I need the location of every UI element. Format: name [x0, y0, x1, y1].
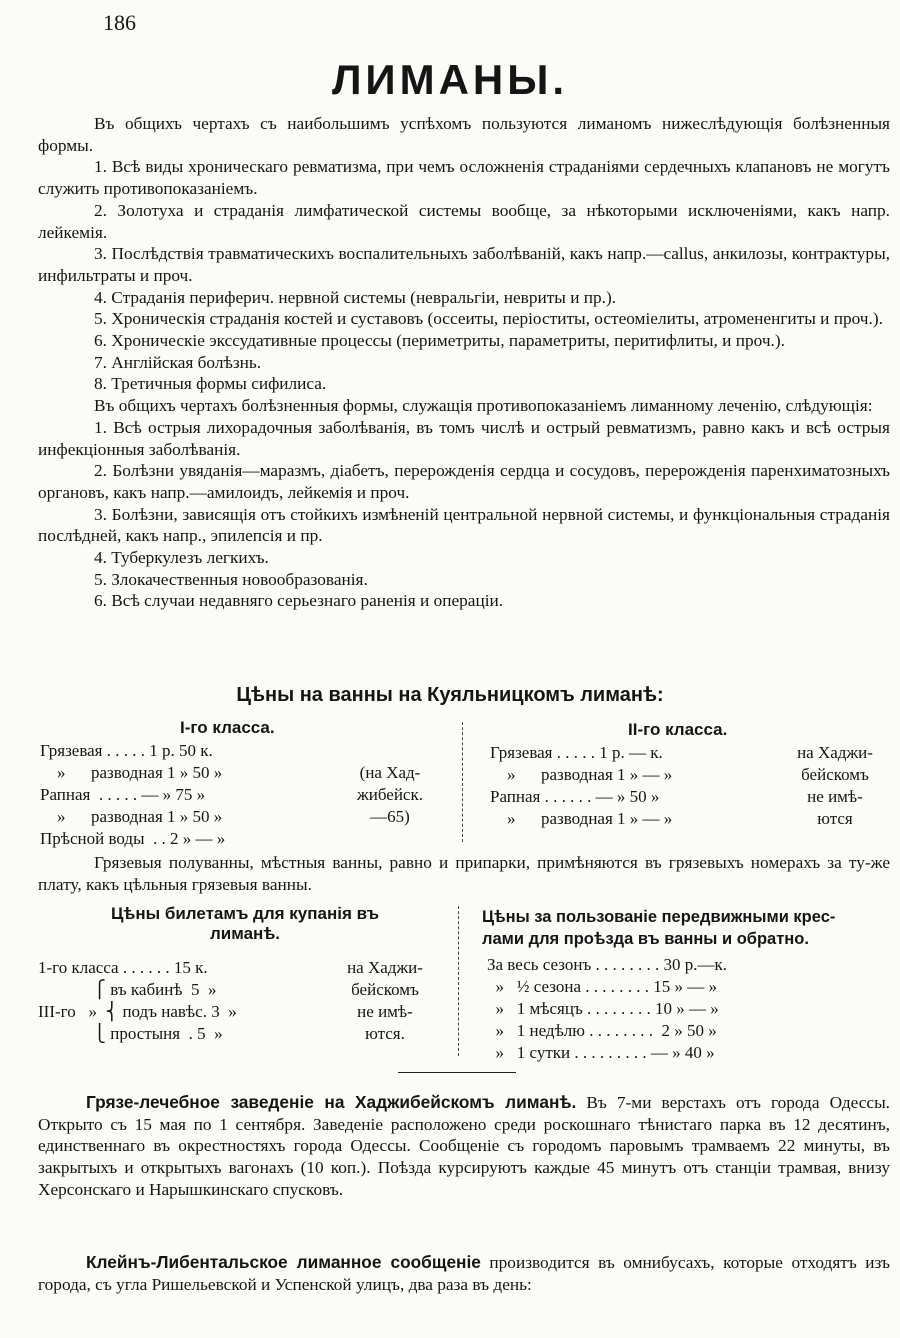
- indication-item: 3. Послѣдствія травматическихъ воспалительныхъ заболѣваній, какъ напр.—callus, анкилозы, контрактуры, инфильтраты и проч.: [38, 244, 890, 285]
- column-divider: [458, 906, 459, 1056]
- price-row: » разводная 1 » 50 »: [40, 807, 223, 826]
- khadzhibey-text: Въ 7-ми верстахъ отъ города Одессы. Открыто съ 15 мая по 1 сентября. Заведеніе расположено среди роскошнаго тѣнистаго парка въ 12 десятинъ, единственнаго въ окрестностяхъ города Одессы. Сообщеніе съ городомъ паровымъ трамваемъ 22 минуты, въ закрытыхъ и открытыхъ вагонахъ (10 коп.). Поѣзда курсируютъ каждые 45 минутъ отъ станціи трамвая, внизу Херсонскаго и Нарышкинскаго спусковъ.: [38, 1093, 890, 1199]
- price-row: Рапная . . . . . — » 75 »: [40, 785, 206, 804]
- column-divider: [462, 722, 463, 842]
- price-row: Грязевая . . . . . 1 р. 50 к.: [40, 741, 213, 760]
- price-row: » ½ сезона . . . . . . . . 15 » — »: [487, 977, 718, 996]
- contraindication-item: 6. Всѣ случаи недавняго серьезнаго раненія и операціи.: [94, 591, 504, 611]
- price-row: Прѣсной воды . . 2 » — »: [40, 829, 226, 848]
- price-row: 1-го класса . . . . . . 15 к.: [38, 958, 208, 977]
- indication-item: 7. Англійская болѣзнь.: [94, 352, 262, 372]
- klein-text: производится въ омнибусахъ, которые отходятъ изъ города, съ угла Ришельевской и Успенской улицъ, два раза въ день:: [38, 1253, 890, 1294]
- price-row: ⎧ въ кабинѣ 5 »: [38, 980, 217, 999]
- chairs-heading: Цѣны за пользованіе передвижными крес- лами для проѣзда въ ванны и обратно.: [482, 908, 836, 948]
- price-row: » разводная 1 » — »: [490, 765, 673, 784]
- bathing-table: [38, 957, 237, 1045]
- khadzhibey-title: Грязе-лечебное заведеніе на Хаджибейскомъ лиманѣ.: [86, 1092, 577, 1112]
- indication-item: 8. Третичныя формы сифилиса.: [94, 374, 327, 394]
- class1-heading: I-го класса.: [180, 718, 275, 737]
- contraindication-item: 1. Всѣ острыя лихорадочныя заболѣванія, въ томъ числѣ и острый ревматизмъ, равно какъ и всѣ острыя инфекціонныя заболѣванія.: [38, 417, 890, 459]
- contraindication-intro: Въ общихъ чертахъ болѣзненныя формы, служащія противопоказаніемъ лиманному леченію, слѣдующія:: [94, 396, 873, 416]
- khadzhibey-paragraph: [38, 1092, 890, 1201]
- contraindication-item: 5. Злокачественныя новообразованія.: [94, 569, 368, 589]
- page-number: 186: [103, 10, 136, 35]
- half-baths-note: Грязевыя полуванны, мѣстныя ванны, равно и припарки, примѣняются въ грязевыхъ номерахъ за ту-же плату, какъ цѣльныя грязевыя ванны.: [38, 853, 890, 894]
- class1-note: (на Хад- жибейск. —65): [357, 763, 423, 826]
- contraindication-item: 4. Туберкулезъ легкихъ.: [94, 548, 269, 568]
- contraindication-item: 3. Болѣзни, зависящія отъ стойкихъ измѣненій центральной нервной системы, и функціональныя страданія послѣдней, какъ напр., эпилепсія и пр.: [38, 504, 890, 546]
- indication-item: 4. Страданія периферич. нервной системы (невральгіи, невриты и пр.).: [94, 287, 617, 307]
- price-row: » разводная 1 » 50 »: [40, 763, 223, 782]
- class2-heading: II-го класса.: [628, 720, 728, 739]
- contraindication-item: 2. Болѣзни увяданія—маразмъ, діабетъ, перерожденія сердца и сосудовъ, перерожденія паренхиматозныхъ органовъ, какъ напр.—амилоидъ, лейкемія и проч.: [38, 461, 890, 502]
- indication-item: 1. Всѣ виды хроническаго ревматизма, при чемъ осложненія страданіями сердечныхъ клапановъ не могутъ служить противопоказаніемъ.: [38, 157, 890, 199]
- indication-item: 6. Хроническіе экссудативные процессы (периметриты, параметриты, перитифлиты, и проч.).: [94, 331, 785, 351]
- indication-item: 5. Хроническія страданія костей и суставовъ (оссеиты, періоститы, остеоміелиты, атромененгиты и проч.).: [94, 309, 883, 329]
- price-row: За весь сезонъ . . . . . . . . 30 р.—к.: [487, 955, 728, 974]
- page-title: ЛИМАНЫ.: [331, 56, 569, 103]
- price-row: III-го » ⎨ подъ навѣс. 3 »: [38, 1002, 237, 1021]
- price-row: ⎩ простыня . 5 »: [38, 1024, 223, 1043]
- price-row: Рапная . . . . . . — » 50 »: [490, 787, 660, 806]
- price-row: » 1 недѣлю . . . . . . . . 2 » 50 »: [487, 1021, 717, 1040]
- chairs-table: [487, 954, 727, 1064]
- class1-table: [40, 740, 225, 850]
- prices-heading: Цѣны на ванны на Куяльницкомъ лиманѣ:: [236, 684, 664, 706]
- class2-table: [490, 742, 672, 830]
- klein-paragraph: [38, 1252, 890, 1295]
- bathing-heading: Цѣны билетамъ для купанія въ лиманѣ.: [110, 904, 380, 943]
- price-row: Грязевая . . . . . 1 р. — к.: [490, 743, 663, 762]
- price-row: » 1 сутки . . . . . . . . . — » 40 »: [487, 1043, 715, 1062]
- intro-paragraph: Въ общихъ чертахъ съ наибольшимъ успѣхомъ пользуются лиманомъ нижеслѣдующія болѣзненныя формы.: [38, 114, 890, 155]
- section-rule: [398, 1072, 516, 1073]
- bathing-note: на Хаджи- бейскомъ не имѣ- ются.: [347, 958, 423, 1043]
- class2-note: на Хаджи- бейскомъ не имѣ- ются: [797, 743, 873, 828]
- klein-title: Клейнъ-Либентальское лиманное сообщеніе: [86, 1252, 481, 1272]
- indication-item: 2. Золотуха и страданія лимфатической системы вообще, за нѣкоторыми исключеніями, какъ напр. лейкемія.: [38, 200, 890, 242]
- price-row: » разводная 1 » — »: [490, 809, 673, 828]
- main-text: [38, 113, 890, 612]
- price-row: » 1 мѣсяцъ . . . . . . . . 10 » — »: [487, 999, 719, 1018]
